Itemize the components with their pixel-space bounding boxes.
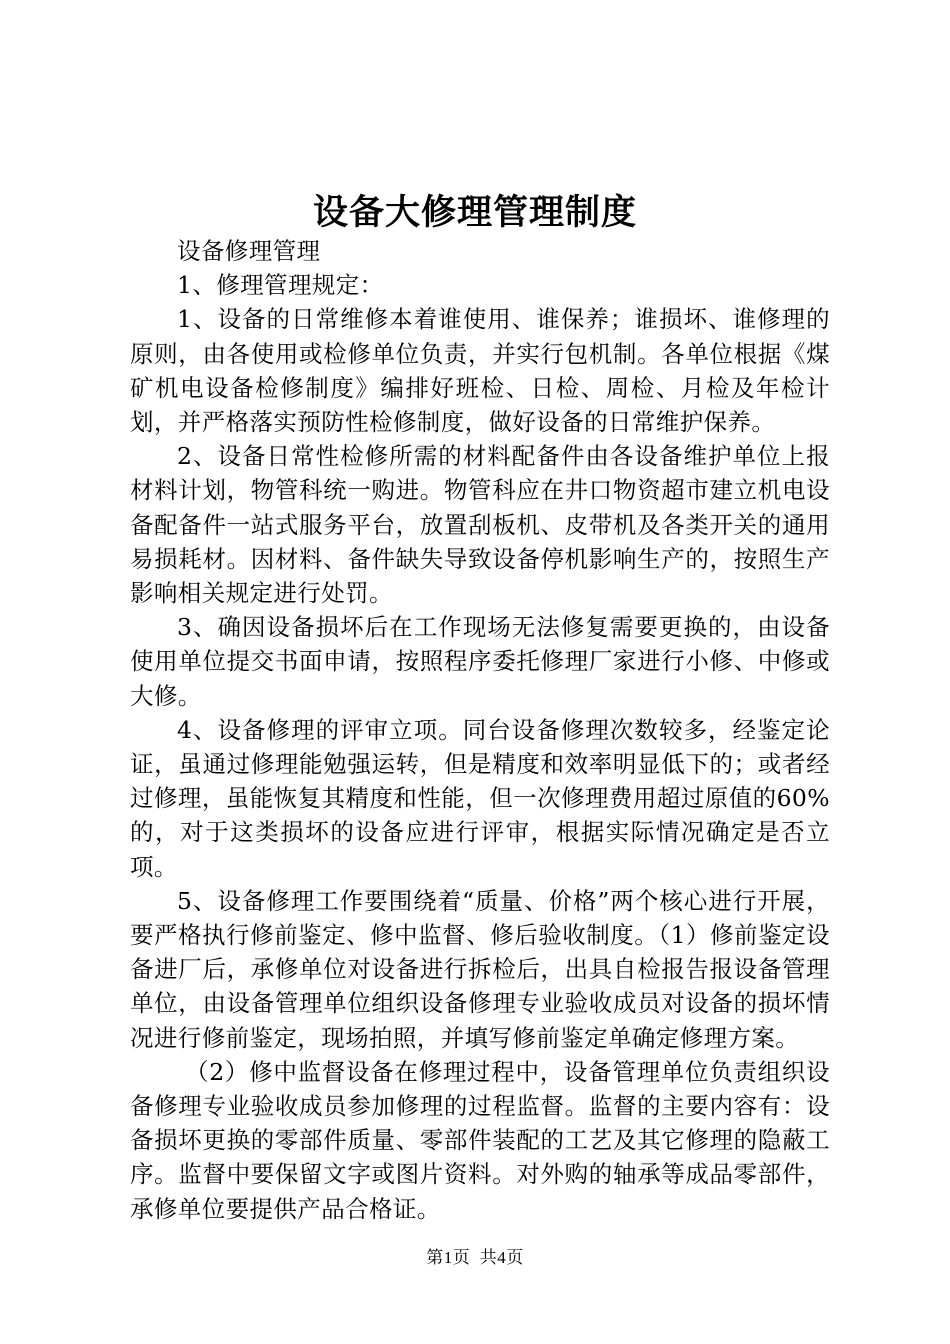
paragraph-item-5: 5、设备修理工作要围绕着“质量、价格”两个核心进行开展，要严格执行修前鉴定、修中监督、修后验收制度。（1）修前鉴定设备进厂后，承修单位对设备进行拆检后，出具自检报告报设备管理单位，由设备管理单位组织设备修理专业验收成员对设备的损坏情况进行修前鉴定，现场拍照，并填写修前鉴定单确定修理方案。 [130, 886, 830, 1052]
footer-separator [470, 1248, 480, 1267]
paragraph-item-2: 2、设备日常性检修所需的材料配备件由各设备维护单位上报材料计划，物管科统一购进。物管科应在井口物资超市建立机电设备配备件一站式服务平台，放置刮板机、皮带机及各类开关的通用易损耗材。因材料、备件缺失导致设备停机影响生产的，按照生产影响相关规定进行处罚。 [130, 442, 830, 608]
document-body [130, 234, 830, 1226]
paragraph-section-heading: 设备修理管理 [177, 237, 321, 265]
paragraph-item-5-sub-2: （2）修中监督设备在修理过程中，设备管理单位负责组织设备修理专业验收成员参加修理的过程监督。监督的主要内容有：设备损坏更换的零部件质量、零部件装配的工艺及其它修理的隐蔽工序。监督中要保留文字或图片资料。对外购的轴承等成品零部件，承修单位要提供产品合格证。 [130, 1057, 830, 1223]
document-title: 设备大修理管理制度 [312, 192, 637, 233]
page-number-total: 共4页 [479, 1248, 524, 1267]
paragraph-item-1: 1、设备的日常维修本着谁使用、谁保养；谁损坏、谁修理的原则，由各使用或检修单位负责，并实行包机制。各单位根据《煤矿机电设备检修制度》编排好班检、日检、周检、月检及年检计划，并严格落实预防性检修制度，做好设备的日常维护保养。 [130, 305, 830, 437]
paragraph-subheading: 1、修理管理规定： [177, 271, 384, 300]
page-number-current: 第1页 [426, 1248, 471, 1267]
paragraph-item-3: 3、确因设备损坏后在工作现场无法修复需要更换的，由设备使用单位提交书面申请，按照程序委托修理厂家进行小修、中修或大修。 [130, 613, 830, 710]
paragraph-item-4: 4、设备修理的评审立项。同台设备修理次数较多，经鉴定论证，虽通过修理能勉强运转，但是精度和效率明显低下的；或者经过修理，虽能恢复其精度和性能，但一次修理费用超过原值的60%的，对于这类损坏的设备应进行评审，根据实际情况确定是否立项。 [130, 715, 830, 881]
page-footer [0, 1243, 950, 1268]
